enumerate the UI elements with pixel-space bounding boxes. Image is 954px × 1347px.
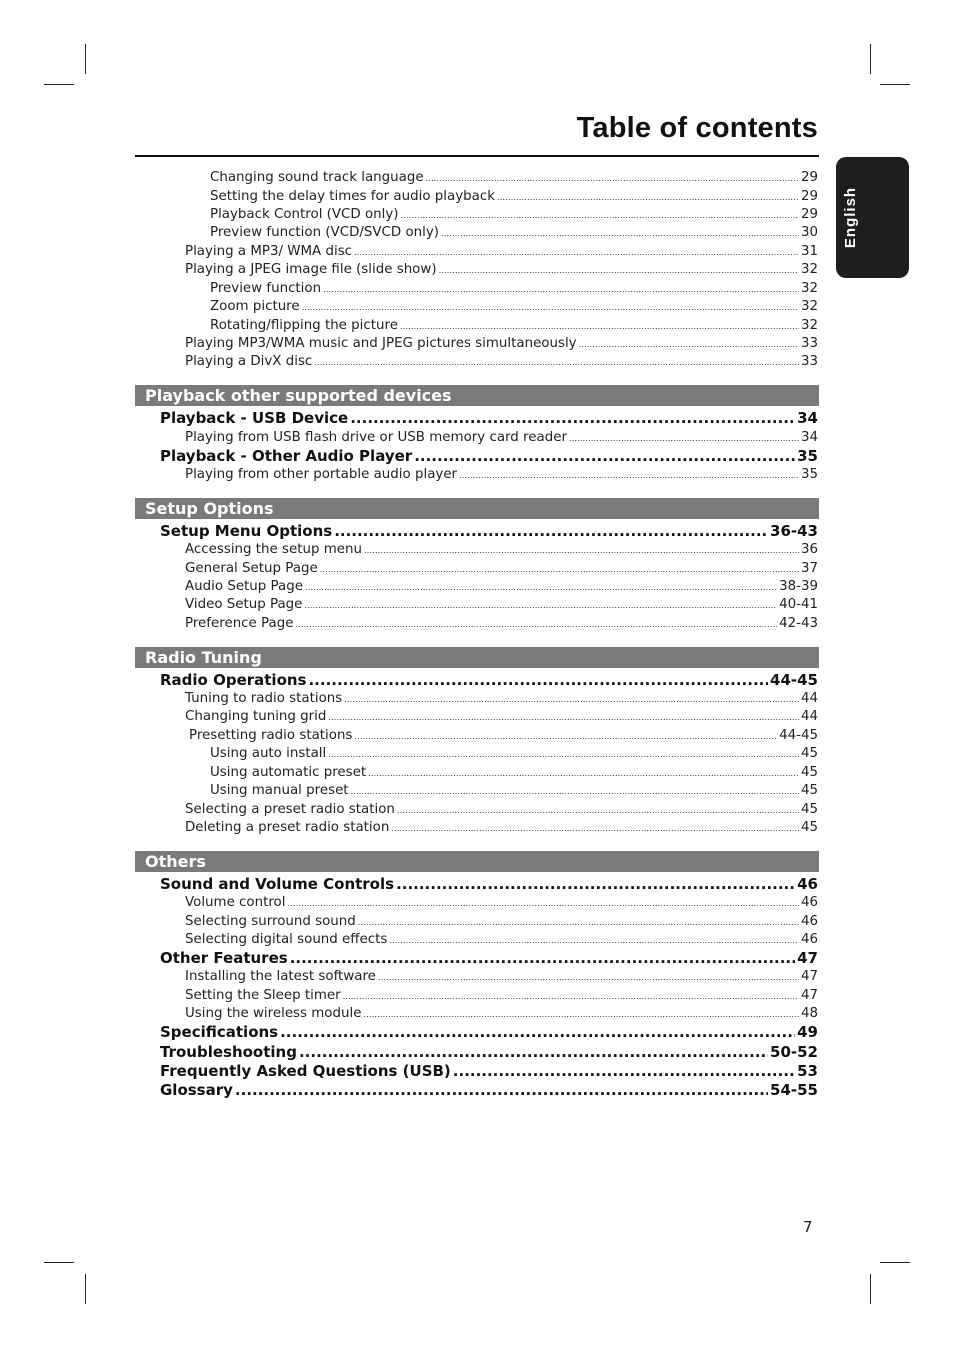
toc-entry[interactable]: Tuning to radio stations ..... 44 <box>185 691 818 706</box>
toc-main-entry[interactable]: Setup Menu Options ..... 36-43 <box>160 522 818 540</box>
section-header: Radio Tuning <box>135 647 819 668</box>
toc-entry[interactable]: Playing from USB flash drive or USB memory card reader ..... 34 <box>185 430 818 445</box>
toc-entry[interactable]: Preview function (VCD/SVCD only) ..... 30 <box>210 225 818 240</box>
toc-entry[interactable]: Selecting a preset radio station ..... 45 <box>185 802 818 817</box>
section-header: Playback other supported devices <box>135 385 819 406</box>
toc-entry[interactable]: Using the wireless module ..... 48 <box>185 1006 818 1021</box>
toc-entry[interactable]: Playing from other portable audio player ..... 35 <box>185 467 818 482</box>
toc-main-entry[interactable]: Playback - Other Audio Player ..... 35 <box>160 447 818 465</box>
toc-entry[interactable]: Selecting surround sound ..... 46 <box>185 914 818 929</box>
toc-main-entry[interactable]: Frequently Asked Questions (USB) ..... 53 <box>160 1062 818 1080</box>
toc-main-entry[interactable]: Radio Operations ..... 44-45 <box>160 671 818 689</box>
crop-mark <box>870 44 871 74</box>
crop-mark <box>880 1262 910 1263</box>
crop-mark <box>44 1262 74 1263</box>
toc-main-entry[interactable]: Specifications ..... 49 <box>160 1023 818 1041</box>
page-title: Table of contents <box>576 112 818 144</box>
toc-entry[interactable]: Changing sound track language ..... 29 <box>210 170 818 185</box>
toc-entry[interactable]: Using automatic preset ..... 45 <box>210 765 818 780</box>
toc-entry[interactable]: Playback Control (VCD only) ..... 29 <box>210 207 818 222</box>
toc-entry[interactable]: General Setup Page ..... 37 <box>185 561 818 576</box>
toc-main-entry[interactable]: Other Features ..... 47 <box>160 949 818 967</box>
toc-entry[interactable]: Rotating/flipping the picture ..... 32 <box>210 318 818 333</box>
toc-entry[interactable]: Playing a JPEG image file (slide show) ..... 32 <box>185 262 818 277</box>
toc-entry[interactable]: Installing the latest software ..... 47 <box>185 969 818 984</box>
crop-mark <box>870 1274 871 1304</box>
title-rule <box>135 155 819 157</box>
toc-entry[interactable]: Volume control ..... 46 <box>185 895 818 910</box>
crop-mark <box>44 84 74 85</box>
toc-entry[interactable]: Playing MP3/WMA music and JPEG pictures simultaneously ..... 33 <box>185 336 818 351</box>
toc-entry[interactable]: Using manual preset ..... 45 <box>210 783 818 798</box>
toc-main-entry[interactable]: Glossary ..... 54-55 <box>160 1081 818 1099</box>
crop-mark <box>880 84 910 85</box>
toc-entry[interactable]: Changing tuning grid ..... 44 <box>185 709 818 724</box>
toc-entry[interactable]: Using auto install ..... 45 <box>210 746 818 761</box>
toc-main-entry[interactable]: Sound and Volume Controls ..... 46 <box>160 875 818 893</box>
section-header: Setup Options <box>135 498 819 519</box>
toc-entry[interactable]: Deleting a preset radio station ..... 45 <box>185 820 818 835</box>
toc-entry[interactable]: Audio Setup Page ..... 38-39 <box>185 579 818 594</box>
crop-mark <box>85 1274 86 1304</box>
toc-entry[interactable]: Playing a DivX disc ..... 33 <box>185 354 818 369</box>
toc-entry[interactable]: Preference Page ..... 42-43 <box>185 616 818 631</box>
section-header: Others <box>135 851 819 872</box>
toc-main-entry[interactable]: Troubleshooting ..... 50-52 <box>160 1043 818 1061</box>
page-number: 7 <box>803 1218 813 1236</box>
language-tab-label: English <box>842 186 860 249</box>
toc-main-entry[interactable]: Playback - USB Device ..... 34 <box>160 409 818 427</box>
toc-entry[interactable]: Zoom picture ..... 32 <box>210 299 818 314</box>
toc-entry[interactable]: Presetting radio stations ..... 44-45 <box>189 728 818 743</box>
toc-entry[interactable]: Preview function ..... 32 <box>210 281 818 296</box>
toc-entry[interactable]: Setting the delay times for audio playback ..... 29 <box>210 189 818 204</box>
toc-entry[interactable]: Selecting digital sound effects ..... 46 <box>185 932 818 947</box>
toc-entry[interactable]: Setting the Sleep timer ..... 47 <box>185 988 818 1003</box>
crop-mark <box>85 44 86 74</box>
toc-entry[interactable]: Accessing the setup menu ..... 36 <box>185 542 818 557</box>
toc-entry[interactable]: Video Setup Page ..... 40-41 <box>185 597 818 612</box>
toc-entry[interactable]: Playing a MP3/ WMA disc ..... 31 <box>185 244 818 259</box>
